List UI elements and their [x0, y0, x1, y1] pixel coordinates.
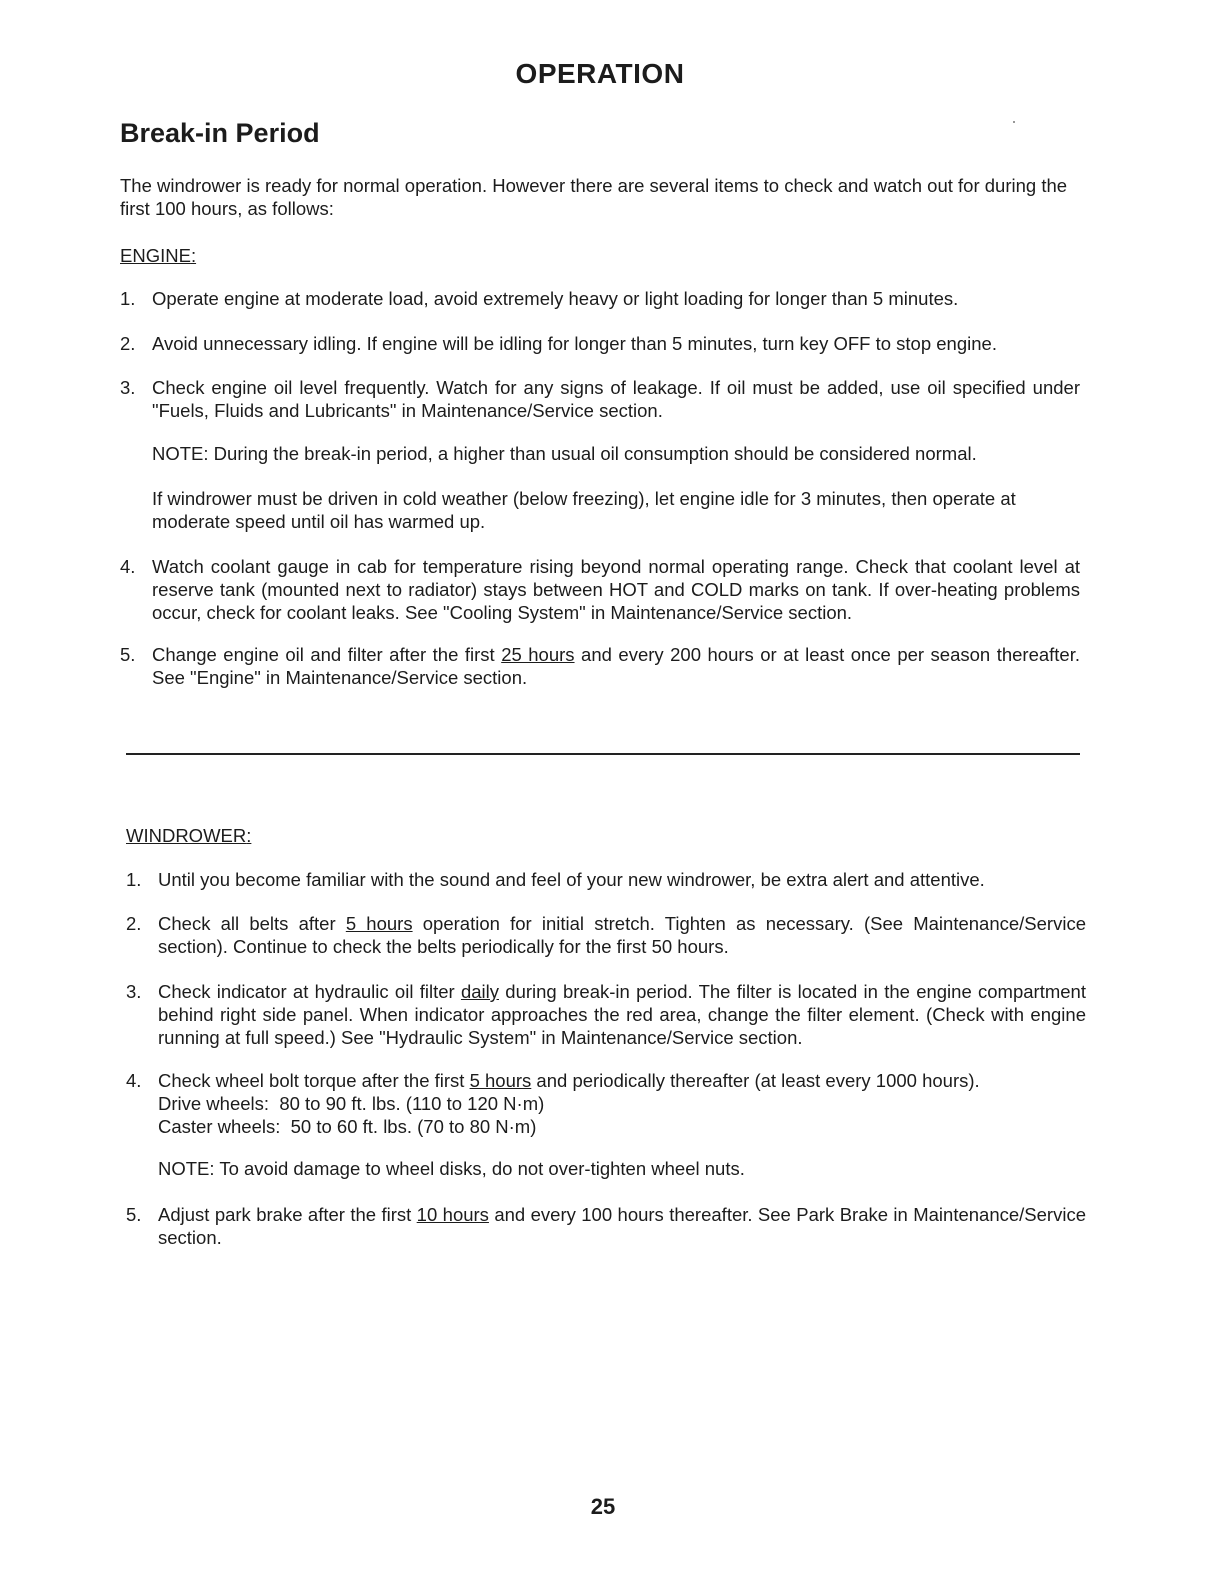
item-text: [158, 980, 1086, 1049]
text-part: Check wheel bolt torque after the first: [158, 1070, 470, 1091]
text-part: during break-in period. The filter is located in the engine compartment behind right side panel. When indicator approaches the red area, change the filter element. (Check with engine running at full speed.) See "Hydraulic System" in Maintenance/Service section.: [158, 981, 1086, 1048]
item-number: 1.: [120, 288, 136, 309]
text-part: and every 200 hours or at least once per season thereafter. See "Engine" in Maintenance/Service section.: [152, 644, 1081, 688]
item-text: Avoid unnecessary idling. If engine will be idling for longer than 5 minutes, turn key OFF to stop engine.: [152, 333, 997, 354]
page-title: OPERATION: [515, 58, 685, 89]
engine-note: [152, 442, 1080, 465]
text-part: Change engine oil and filter after the first: [152, 644, 502, 665]
underlined-interval: 25 hours: [501, 644, 575, 665]
drive-wheels-torque: Drive wheels: 80 to 90 ft. lbs. (110 to 120 N·m): [158, 1093, 545, 1114]
item-text: Operate engine at moderate load, avoid extremely heavy or light loading for longer than 5 minutes.: [152, 288, 959, 309]
text-part: operation for initial stretch. Tighten as necessary. (See Maintenance/Service section). Continue to check the belts periodically for the first 50 hours.: [158, 913, 1086, 957]
engine-heading-label: ENGINE: [120, 245, 191, 266]
note-text: : To avoid damage to wheel disks, do not over-tighten wheel nuts.: [209, 1158, 745, 1179]
windrower-heading-label: WINDROWER: [126, 825, 247, 846]
engine-item-2: [120, 332, 1080, 355]
item-text: Watch coolant gauge in cab for temperature rising beyond normal operating range. Check that coolant level at reserve tank (mounted next to radiator) stays between HOT and COLD marks on tank. If over-heating problems occur, check for coolant leaks. See "Cooling System" in Maintenance/Service section.: [152, 556, 1080, 623]
item-number: 2.: [120, 333, 136, 354]
section-divider: [126, 753, 1080, 755]
note-label: NOTE: [152, 443, 204, 464]
note-label: NOTE: [158, 1158, 210, 1179]
text-part: Check all belts after: [158, 913, 346, 934]
underlined-interval: 10 hours: [416, 1204, 489, 1225]
item-number: 4.: [120, 556, 136, 577]
scan-speck: [1013, 121, 1015, 123]
engine-item-5: [120, 643, 1080, 689]
item-number: 1.: [126, 869, 142, 890]
text-part: Check indicator at hydraulic oil filter: [158, 981, 461, 1002]
text-part: and periodically thereafter (at least every 1000 hours).: [531, 1070, 980, 1091]
note-text: : During the break-in period, a higher than usual oil consumption should be considered normal.: [203, 443, 977, 464]
engine-item-3: [120, 376, 1080, 422]
item-number: 4.: [126, 1070, 142, 1091]
engine-item-1: [120, 287, 1080, 310]
wheel-nut-note: [158, 1157, 1086, 1180]
windrower-heading: [126, 825, 251, 847]
item-number: 5.: [120, 644, 136, 665]
cold-weather-note: If windrower must be driven in cold weather (below freezing), let engine idle for 3 minutes, then operate at moderate speed until oil has warmed up.: [152, 488, 1016, 532]
item-text: [152, 643, 1080, 689]
windrower-item-3: [126, 980, 1086, 1049]
underlined-interval: 5 hours: [469, 1070, 532, 1091]
windrower-heading-colon: :: [246, 825, 252, 846]
engine-heading: [120, 245, 196, 267]
text-part: Adjust park brake after the first: [158, 1204, 417, 1225]
page-number: 25: [590, 1494, 616, 1519]
caster-wheels-torque: Caster wheels: 50 to 60 ft. lbs. (70 to 80 N·m): [158, 1116, 537, 1137]
item-text: [158, 1203, 1086, 1249]
item-text: [158, 912, 1086, 958]
windrower-item-2: [126, 912, 1086, 958]
section-heading: Break-in Period: [120, 118, 320, 148]
underlined-interval: daily: [460, 981, 499, 1002]
item-number: 3.: [120, 377, 136, 398]
windrower-item-1: [126, 868, 1086, 891]
underlined-interval: 5 hours: [345, 913, 413, 934]
item-text: Until you become familiar with the sound and feel of your new windrower, be extra alert and attentive.: [158, 869, 985, 890]
item-number: 2.: [126, 913, 142, 934]
intro-paragraph: The windrower is ready for normal operation. However there are several items to check and watch out for during the first 100 hours, as follows:: [120, 175, 1068, 219]
item-number: 5.: [126, 1204, 142, 1225]
item-text: Check engine oil level frequently. Watch for any signs of leakage. If oil must be added, use oil specified under "Fuels, Fluids and Lubricants" in Maintenance/Service section.: [152, 377, 1080, 421]
engine-heading-colon: :: [190, 245, 197, 266]
item-text: [158, 1069, 1086, 1138]
engine-item-4: [120, 555, 1080, 624]
windrower-item-4: [126, 1069, 1086, 1138]
item-number: 3.: [126, 981, 142, 1002]
text-part: and every 100 hours thereafter. See Park Brake in Maintenance/Service section.: [158, 1204, 1086, 1248]
windrower-item-5: [126, 1203, 1086, 1249]
